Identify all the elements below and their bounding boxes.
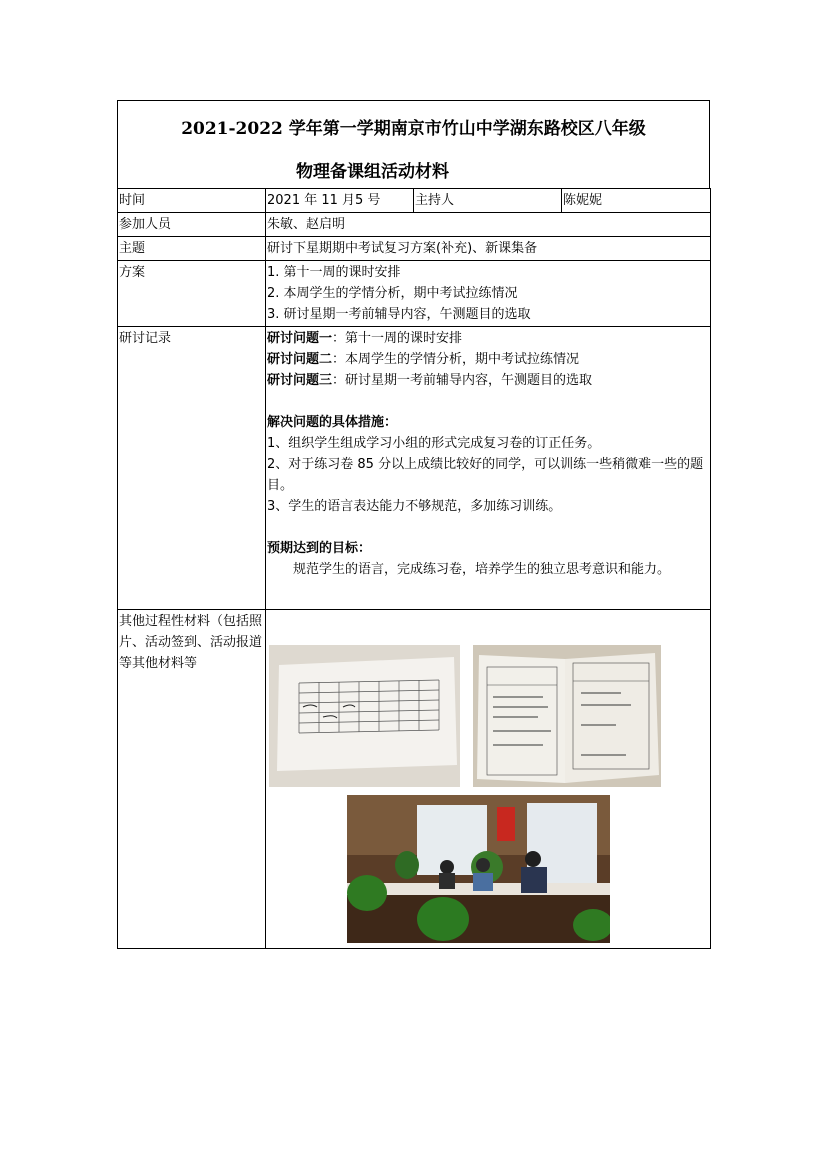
value-time: 2021 年 11 月5 号 (266, 189, 414, 213)
plan-item: 2. 本周学生的学情分析，期中考试拉练情况 (267, 286, 518, 301)
sign-in-sheet-photo (269, 645, 460, 787)
measure-item: 2、对于练习卷 85 分以上成绩比较好的同学，可以训练一些稍微难一些的题目。 (267, 457, 704, 493)
goal-text: 规范学生的语言，完成练习卷，培养学生的独立思考意识和能力。 (293, 562, 671, 577)
label-other: 其他过程性材料（包括照片、活动签到、活动报道等其他材料等 (118, 610, 266, 949)
question-prefix: 研讨问题二 (267, 352, 333, 367)
label-plan: 方案 (118, 261, 266, 327)
measures-title: 解决问题的具体措施： (267, 415, 398, 430)
row-record (118, 327, 711, 610)
form-title: 2021-2022 学年第一学期南京市竹山中学湖东路校区八年级 (181, 119, 646, 139)
label-host: 主持人 (414, 189, 562, 213)
question-text: ：第十一周的课时安排 (332, 331, 463, 346)
value-participants: 朱敏、赵启明 (266, 213, 711, 237)
goal-title: 预期达到的目标： (267, 541, 372, 556)
measure-item: 1、组织学生组成学习小组的形式完成复习卷的订正任务。 (267, 436, 601, 451)
question-text: ：本周学生的学情分析，期中考试拉练情况 (332, 352, 580, 367)
value-plan (266, 261, 711, 327)
spacer (267, 391, 709, 412)
notebook-photo (473, 645, 661, 787)
question-prefix: 研讨问题一 (267, 331, 333, 346)
label-topic: 主题 (118, 237, 266, 261)
spacer (267, 517, 709, 538)
meeting-room-photo (347, 795, 610, 943)
row-plan (118, 261, 711, 327)
label-participants: 参加人员 (118, 213, 266, 237)
activity-form (117, 100, 710, 949)
label-time: 时间 (118, 189, 266, 213)
measure-item: 3、学生的语言表达能力不够规范，多加练习训练。 (267, 499, 562, 514)
plan-item: 3. 研讨星期一考前辅导内容，午测题目的选取 (267, 307, 531, 322)
value-record (266, 327, 711, 610)
row-participants (118, 213, 711, 237)
question-line (267, 370, 709, 391)
value-host: 陈妮妮 (562, 189, 711, 213)
row-topic (118, 237, 711, 261)
title-block (117, 100, 710, 188)
label-record: 研讨记录 (118, 327, 266, 610)
value-topic: 研讨下星期期中考试复习方案(补充)、新课集备 (266, 237, 711, 261)
question-line (267, 328, 709, 349)
question-prefix: 研讨问题三 (267, 373, 333, 388)
question-line (267, 349, 709, 370)
plan-item: 1. 第十一周的课时安排 (267, 265, 401, 280)
question-text: ：研讨星期一考前辅导内容，午测题目的选取 (332, 373, 593, 388)
row-time (118, 189, 711, 213)
form-subtitle: 物理备课组活动材料 (296, 162, 449, 182)
